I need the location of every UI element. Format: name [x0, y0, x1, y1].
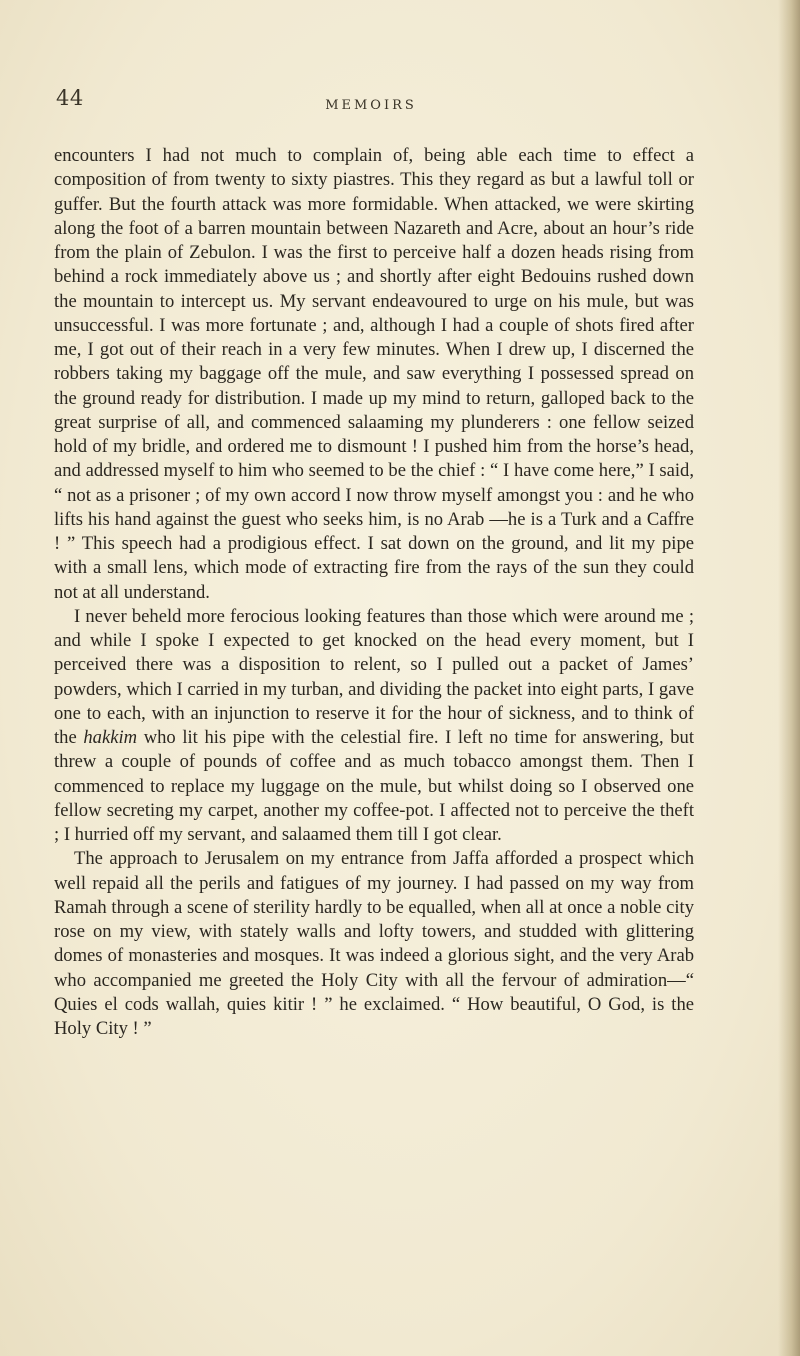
page-number: 44 [56, 86, 84, 110]
page-header [56, 86, 686, 126]
paragraph-3: The approach to Jerusalem on my entrance from Jaffa afforded a prospect which well repaid all the perils and fatigues of my journey. I had passed on my way from Ramah through a scene of sterility hardly to be equalled, when all at once a noble city rose on my view, with stately walls and lofty towers, and studded with glittering domes of monasteries and mosques. It was indeed a glorious sight, and the very Arab who accompanied me greeted the Holy City with all the fervour of admiration—“ Quies el cods wallah, quies kitir ! ” he exclaimed. “ How beautiful, O God, is the Holy City ! ” [54, 848, 694, 1039]
paragraph-2-text-b: who lit his pipe with the celestial fire. I left no time for answering, but threw a couple of pounds of coffee and as much tobacco amongst them. Then I commenced to replace my luggage on the mule, but whilst doing so I observed one fellow secreting my carpet, another my coffee-pot. I affected not to perceive the theft ; I hurried off my servant, and salaamed them till I got clear. [54, 727, 695, 845]
page-edge-shadow [778, 0, 800, 1356]
running-head: MEMOIRS [325, 98, 417, 113]
italic-term-hakkim: hakkim [83, 727, 138, 748]
paragraph-2 [54, 605, 694, 848]
body-text [54, 144, 694, 1041]
paragraph-1: encounters I had not much to complain of, being able each time to effect a composition of from twenty to sixty piastres. This they regard as but a lawful toll or guffer. But the fourth attack was more formidable. When attacked, we were skirting along the foot of a barren mountain between Nazareth and Acre, about an hour’s ride from the plain of Zebulon. I was the first to perceive half a dozen heads rising from behind a rock immediately above us ; and shortly after eight Bedouins rushed down the mountain to intercept us. My servant endeavoured to urge on his mule, but was unsuccessful. I was more fortunate ; and, although I had a couple of shots fired after me, I got out of their reach in a very few minutes. When I drew up, I discerned the robbers taking my baggage off the mule, and saw everything I possessed spread on the ground ready for distribution. I made up my mind to return, galloped back to the great surprise of all, and commenced salaaming my plunderers : one fellow seized hold of my bridle, and ordered me to dismount ! I pushed him from the horse’s head, and addressed myself to him who seemed to be the chief : “ I have come here,” I said, “ not as a prisoner ; of my own accord I now throw myself amongst you : and he who lifts his hand against the guest who seeks him, is no Arab —he is a Turk and a Caffre ! ” This speech had a prodigious effect. I sat down on the ground, and lit my pipe with a small lens, which mode of extracting fire from the rays of the sun they could not at all understand. [54, 145, 694, 603]
paragraph-2-text-a: I never beheld more ferocious looking features than those which were around me ; and while I spoke I expected to get knocked on the head every moment, but I perceived there was a disposition to relent, so I pulled out a packet of James’ powders, which I carried in my turban, and dividing the packet into eight parts, I gave one to each, with an injunction to reserve it for the hour of sickness, and to think of the [54, 605, 694, 748]
